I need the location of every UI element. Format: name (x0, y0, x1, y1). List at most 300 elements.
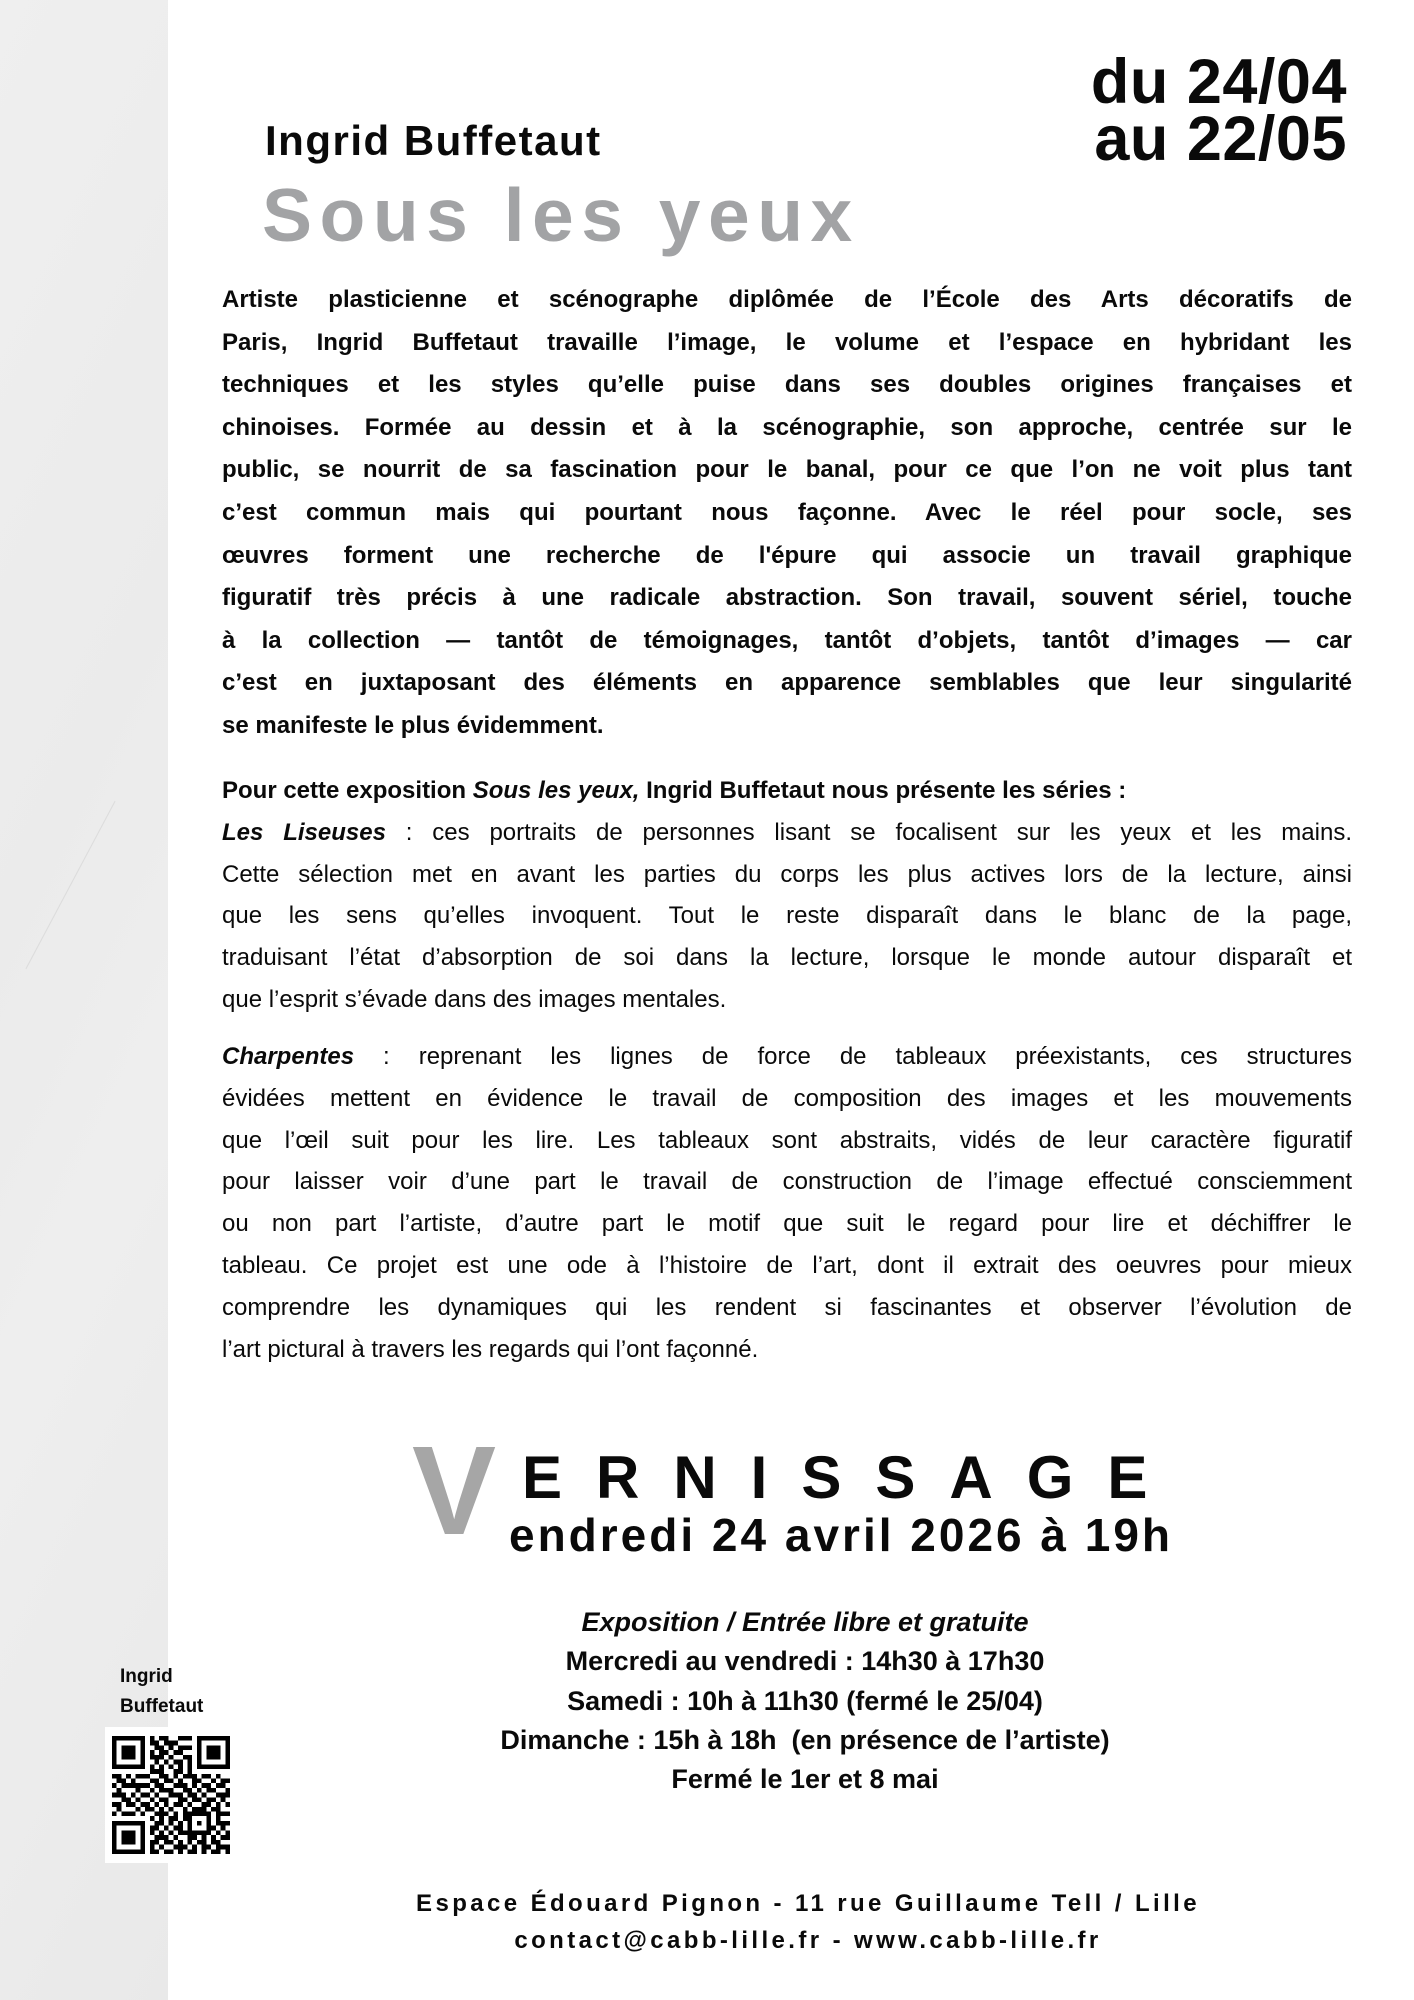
entry-info: Exposition / Entrée libre et gratuite (581, 1607, 1029, 1637)
qr-module (206, 1750, 211, 1755)
qr-module (183, 1845, 188, 1850)
qr-module (183, 1816, 188, 1821)
qr-module (131, 1830, 136, 1835)
qr-module (225, 1745, 230, 1750)
qr-module (221, 1778, 226, 1783)
qr-module (211, 1764, 216, 1769)
qr-module (164, 1849, 169, 1854)
qr-module (206, 1745, 211, 1750)
qr-module (169, 1755, 174, 1760)
qr-module (188, 1812, 193, 1817)
qr-module (112, 1764, 117, 1769)
qr-code-icon (112, 1736, 230, 1854)
qr-module (121, 1745, 126, 1750)
qr-module (192, 1845, 197, 1850)
qr-module (188, 1764, 193, 1769)
qr-module (140, 1760, 145, 1765)
series-line: ou non part l’artiste, d’autre part le motif que suit le regard pour lire et déchiffrer le (222, 1210, 1352, 1238)
qr-module (216, 1802, 221, 1807)
qr-module (131, 1778, 136, 1783)
qr-module (126, 1830, 131, 1835)
qr-module (197, 1760, 202, 1765)
vernissage-heading: ERNISSAGE (522, 1444, 1182, 1511)
qr-module (206, 1845, 211, 1850)
qr-module (192, 1797, 197, 1802)
qr-module (197, 1750, 202, 1755)
qr-module (140, 1741, 145, 1746)
qr-module (150, 1741, 155, 1746)
qr-module (221, 1812, 226, 1817)
qr-module (206, 1755, 211, 1760)
qr-module (154, 1745, 159, 1750)
qr-module (216, 1845, 221, 1850)
qr-module (121, 1793, 126, 1798)
qr-module (150, 1755, 155, 1760)
qr-module (202, 1835, 207, 1840)
qr-module (169, 1816, 174, 1821)
qr-module (140, 1812, 145, 1817)
qr-module (164, 1812, 169, 1817)
qr-module (112, 1830, 117, 1835)
qr-module (169, 1793, 174, 1798)
qr-module (159, 1816, 164, 1821)
qr-module (145, 1802, 150, 1807)
qr-module (188, 1793, 193, 1798)
qr-module (112, 1783, 117, 1788)
qr-module (206, 1830, 211, 1835)
qr-module (197, 1788, 202, 1793)
qr-module (211, 1788, 216, 1793)
series-text: : ces portraits de personnes lisant se focalisent sur les yeux et les mains. (385, 818, 1352, 846)
qr-module (183, 1783, 188, 1788)
qr-module (164, 1802, 169, 1807)
qr-module (225, 1764, 230, 1769)
qr-module (112, 1755, 117, 1760)
qr-module (121, 1764, 126, 1769)
qr-module (126, 1774, 131, 1779)
qr-module (169, 1821, 174, 1826)
qr-module (131, 1802, 136, 1807)
qr-module (197, 1821, 202, 1826)
qr-module (159, 1755, 164, 1760)
qr-module (211, 1849, 216, 1854)
qr-module (183, 1755, 188, 1760)
hours-line: Mercredi au vendredi : 14h30 à 17h30 (565, 1646, 1045, 1677)
qr-module (221, 1736, 226, 1741)
qr-module (154, 1755, 159, 1760)
qr-module (221, 1845, 226, 1850)
series-charpentes (222, 1036, 1352, 1370)
qr-module (173, 1769, 178, 1774)
qr-module (140, 1764, 145, 1769)
qr-module (197, 1764, 202, 1769)
qr-module (197, 1807, 202, 1812)
qr-module (225, 1793, 230, 1798)
qr-module (112, 1741, 117, 1746)
qr-module (197, 1778, 202, 1783)
qr-module (225, 1830, 230, 1835)
series-text: : reprenant les lignes de force de tableaux préexistants, ces structures (354, 1043, 1352, 1070)
qr-module (136, 1821, 141, 1826)
qr-module (169, 1830, 174, 1835)
series-line: traduisant l’état d’absorption de soi dans la lecture, lorsque le monde autour disparaît et (222, 944, 1352, 972)
qr-module (117, 1736, 122, 1741)
qr-module (183, 1788, 188, 1793)
qr-module (178, 1745, 183, 1750)
qr-module (216, 1816, 221, 1821)
qr-module (178, 1778, 183, 1783)
qr-module (188, 1821, 193, 1826)
qr-module (225, 1736, 230, 1741)
qr-module (192, 1783, 197, 1788)
qr-module (131, 1821, 136, 1826)
qr-module (216, 1830, 221, 1835)
series-line (222, 812, 1352, 854)
artist-name: Ingrid Buffetaut (265, 117, 602, 164)
qr-module (192, 1778, 197, 1783)
qr-module (140, 1774, 145, 1779)
qr-module (178, 1783, 183, 1788)
qr-module (206, 1826, 211, 1831)
qr-module (221, 1835, 226, 1840)
qr-module (202, 1793, 207, 1798)
artist-bio (222, 279, 1352, 748)
qr-module (178, 1736, 183, 1741)
qr-module (225, 1778, 230, 1783)
qr-module (150, 1849, 155, 1854)
qr-module (159, 1807, 164, 1812)
qr-module (216, 1821, 221, 1826)
qr-module (126, 1840, 131, 1845)
qr-module (140, 1830, 145, 1835)
qr-module (154, 1849, 159, 1854)
qr-module (136, 1788, 141, 1793)
qr-module (131, 1736, 136, 1741)
qr-module (188, 1849, 193, 1854)
qr-module (211, 1736, 216, 1741)
qr-module (131, 1755, 136, 1760)
qr-module (192, 1830, 197, 1835)
qr-module (159, 1736, 164, 1741)
qr-module (206, 1774, 211, 1779)
qr-module (216, 1736, 221, 1741)
qr-module (131, 1840, 136, 1845)
qr-module (112, 1835, 117, 1840)
qr-module (159, 1845, 164, 1850)
series-line: comprendre les dynamiques qui les rendent si fascinantes et observer l’évolution de (222, 1293, 1352, 1321)
qr-module (121, 1750, 126, 1755)
qr-module (183, 1736, 188, 1741)
qr-module (216, 1750, 221, 1755)
qr-module (202, 1849, 207, 1854)
qr-module (178, 1750, 183, 1755)
bio-line: se manifeste le plus évidemment. (222, 711, 604, 739)
qr-module (178, 1764, 183, 1769)
qr-module (126, 1802, 131, 1807)
qr-module (197, 1741, 202, 1746)
qr-module (112, 1845, 117, 1850)
series-line (222, 1036, 1352, 1078)
bio-line: c’est en juxtaposant des éléments en apparence semblables que leur singularité (222, 669, 1352, 697)
qr-module (150, 1840, 155, 1845)
qr-module (202, 1807, 207, 1812)
qr-module (202, 1845, 207, 1850)
qr-module (169, 1788, 174, 1793)
bio-line: Artiste plasticienne et scénographe diplômée de l’École des Arts décoratifs de (222, 286, 1352, 313)
qr-module (126, 1812, 131, 1817)
qr-module (225, 1835, 230, 1840)
paper-crease (25, 801, 115, 969)
qr-module (221, 1821, 226, 1826)
qr-module (159, 1764, 164, 1769)
qr-module (112, 1802, 117, 1807)
qr-module (154, 1826, 159, 1831)
qr-module (126, 1750, 131, 1755)
qr-module (140, 1826, 145, 1831)
qr-module (169, 1849, 174, 1854)
qr-module (211, 1778, 216, 1783)
qr-module (159, 1830, 164, 1835)
qr-module (173, 1802, 178, 1807)
qr-module (197, 1736, 202, 1741)
qr-module (131, 1750, 136, 1755)
qr-module (202, 1736, 207, 1741)
qr-module (178, 1826, 183, 1831)
qr-module (192, 1793, 197, 1798)
qr-module (154, 1821, 159, 1826)
qr-module (136, 1736, 141, 1741)
qr-module (188, 1840, 193, 1845)
qr-module (121, 1840, 126, 1845)
qr-module (112, 1745, 117, 1750)
qr-module (140, 1802, 145, 1807)
qr-module (216, 1774, 221, 1779)
contact-line[interactable]: contact@cabb-lille.fr - www.cabb-lille.fr (514, 1927, 1102, 1954)
exhibition-intro (222, 770, 1352, 812)
qr-module (173, 1835, 178, 1840)
qr-module (211, 1835, 216, 1840)
qr-module (154, 1793, 159, 1798)
qr-module (211, 1745, 216, 1750)
intro-text-end: Ingrid Buffetaut nous présente les séries : (639, 777, 1127, 804)
hours-line: Fermé le 1er et 8 mai (671, 1764, 939, 1795)
qr-module (159, 1812, 164, 1817)
qr-module (206, 1736, 211, 1741)
qr-module (188, 1745, 193, 1750)
qr-module (202, 1840, 207, 1845)
qr-module (126, 1755, 131, 1760)
qr-module (164, 1774, 169, 1779)
qr-module (221, 1826, 226, 1831)
qr-module (150, 1778, 155, 1783)
qr-module (140, 1745, 145, 1750)
qr-module (178, 1845, 183, 1850)
qr-module (225, 1755, 230, 1760)
qr-module (211, 1755, 216, 1760)
qr-module (192, 1807, 197, 1812)
qr-module (206, 1783, 211, 1788)
qr-module (211, 1797, 216, 1802)
qr-module (126, 1764, 131, 1769)
qr-module (126, 1736, 131, 1741)
qr-module (202, 1774, 207, 1779)
qr-module (136, 1764, 141, 1769)
qr-module (206, 1812, 211, 1817)
qr-module (131, 1745, 136, 1750)
bio-line: œuvres forment une recherche de l'épure qui associe un travail graphique (222, 541, 1352, 569)
qr-module (206, 1821, 211, 1826)
qr-module (150, 1845, 155, 1850)
qr-module (221, 1783, 226, 1788)
qr-module (192, 1835, 197, 1840)
series-line: l’art pictural à travers les regards qui l’ont façonné. (222, 1335, 759, 1363)
qr-module (131, 1835, 136, 1840)
qr-module (150, 1797, 155, 1802)
qr-module (216, 1807, 221, 1812)
qr-module (136, 1849, 141, 1854)
qr-module (192, 1812, 197, 1817)
qr-module (225, 1788, 230, 1793)
intro-text: Pour cette exposition (222, 777, 473, 804)
qr-module (211, 1750, 216, 1755)
qr-module (225, 1845, 230, 1850)
qr-module (188, 1755, 193, 1760)
qr-module (216, 1764, 221, 1769)
qr-module (178, 1793, 183, 1798)
qr-module (145, 1774, 150, 1779)
qr-module (150, 1788, 155, 1793)
qr-module (154, 1812, 159, 1817)
qr-module (206, 1816, 211, 1821)
qr-module (140, 1755, 145, 1760)
qr-module (173, 1741, 178, 1746)
qr-module (117, 1774, 122, 1779)
qr-module (216, 1755, 221, 1760)
qr-module (221, 1797, 226, 1802)
qr-module (188, 1736, 193, 1741)
qr-module (169, 1764, 174, 1769)
venue-address: Espace Édouard Pignon - 11 rue Guillaume Tell / Lille (416, 1890, 1200, 1917)
qr-module (225, 1812, 230, 1817)
qr-module (131, 1812, 136, 1817)
qr-module (136, 1797, 141, 1802)
qr-module (112, 1774, 117, 1779)
bio-line: chinoises. Formée au dessin et à la scénographie, son approche, centrée sur le (222, 413, 1352, 441)
qr-module (211, 1826, 216, 1831)
vernissage-date: endredi 24 avril 2026 à 19h (509, 1509, 1174, 1561)
qr-module (112, 1840, 117, 1845)
qr-module (188, 1760, 193, 1765)
qr-module (121, 1755, 126, 1760)
qr-module (131, 1764, 136, 1769)
qr-module (117, 1807, 122, 1812)
qr-module (173, 1812, 178, 1817)
qr-module (183, 1745, 188, 1750)
qr-module (131, 1793, 136, 1798)
qr-module (121, 1849, 126, 1854)
qr-module (183, 1774, 188, 1779)
qr-module (154, 1778, 159, 1783)
qr-module (117, 1764, 122, 1769)
qr-module (188, 1835, 193, 1840)
qr-module (112, 1812, 117, 1817)
qr-module (216, 1849, 221, 1854)
qr-module (197, 1797, 202, 1802)
qr-module (211, 1840, 216, 1845)
qr-module (112, 1793, 117, 1798)
qr-module (221, 1793, 226, 1798)
qr-module (206, 1802, 211, 1807)
qr-module (202, 1802, 207, 1807)
hours-line: Dimanche : 15h à 18h (en présence de l’artiste) (500, 1724, 1110, 1755)
qr-module (178, 1821, 183, 1826)
qr-module (183, 1807, 188, 1812)
qr-module (178, 1849, 183, 1854)
qr-module (169, 1741, 174, 1746)
qr-module (145, 1783, 150, 1788)
series-liseuses (222, 770, 1352, 1021)
qr-code[interactable] (105, 1727, 237, 1863)
qr-module (159, 1797, 164, 1802)
qr-module (159, 1745, 164, 1750)
qr-module (183, 1830, 188, 1835)
qr-module (159, 1774, 164, 1779)
qr-module (188, 1816, 193, 1821)
qr-module (178, 1840, 183, 1845)
qr-module (136, 1783, 141, 1788)
qr-module (216, 1745, 221, 1750)
qr-module (126, 1835, 131, 1840)
qr-module (112, 1821, 117, 1826)
intro-title: Sous les yeux, (472, 777, 640, 804)
qr-module (117, 1778, 122, 1783)
qr-module (173, 1750, 178, 1755)
qr-module (173, 1793, 178, 1798)
qr-module (188, 1802, 193, 1807)
qr-module (164, 1750, 169, 1755)
qr-label-line: Ingrid (120, 1666, 173, 1687)
qr-module (121, 1821, 126, 1826)
qr-module (145, 1807, 150, 1812)
qr-module (169, 1840, 174, 1845)
qr-module (225, 1821, 230, 1826)
qr-module (126, 1821, 131, 1826)
qr-module (202, 1830, 207, 1835)
qr-module (206, 1797, 211, 1802)
bio-line: figuratif très précis à une radicale abstraction. Son travail, souvent sériel, touche (222, 584, 1352, 612)
qr-module (140, 1783, 145, 1788)
qr-module (183, 1797, 188, 1802)
qr-module (188, 1769, 193, 1774)
qr-module (121, 1835, 126, 1840)
qr-module (126, 1849, 131, 1854)
qr-module (121, 1812, 126, 1817)
footer (300, 1885, 1316, 1959)
qr-module (150, 1736, 155, 1741)
qr-module (173, 1783, 178, 1788)
qr-module (216, 1793, 221, 1798)
series-line: que les sens qu’elles invoquent. Tout le reste disparaît dans le blanc de la page, (222, 902, 1352, 930)
qr-module (121, 1783, 126, 1788)
qr-module (154, 1769, 159, 1774)
qr-module (197, 1812, 202, 1817)
qr-module (159, 1769, 164, 1774)
date-from: du 24/04 (1090, 47, 1347, 117)
qr-module (145, 1793, 150, 1798)
qr-module (164, 1788, 169, 1793)
series-line: pour laisser voir d’une part le travail de construction de l’image effectué consciemment (222, 1168, 1352, 1196)
qr-module (150, 1816, 155, 1821)
